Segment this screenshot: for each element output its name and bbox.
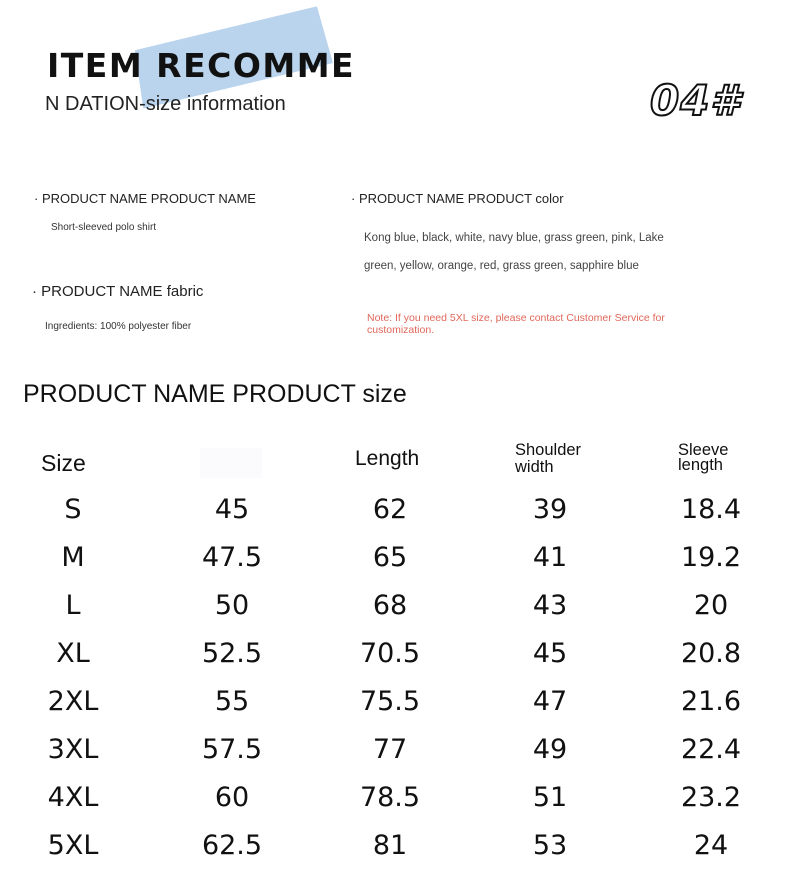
table-cell: 4XL: [47, 782, 99, 813]
size-note: Note: If you need 5XL size, please contact Customer Service for customization.: [367, 312, 665, 336]
table-cell: 81: [372, 830, 408, 861]
table-cell: 45: [214, 494, 250, 525]
product-color-heading: · PRODUCT NAME PRODUCT color: [351, 191, 564, 206]
table-cell: 50: [214, 590, 250, 621]
product-fabric-heading: · PRODUCT NAME fabric: [32, 283, 204, 300]
table-cell: 77: [372, 734, 408, 765]
table-cell: 68: [372, 590, 408, 621]
table-row: [0, 630, 790, 678]
size-table-title: PRODUCT NAME PRODUCT size: [23, 380, 407, 408]
table-cell: 60: [214, 782, 250, 813]
header-shoulder-width: Shoulder width: [515, 441, 582, 476]
table-cell: 5XL: [47, 830, 99, 861]
table-cell: 53: [532, 830, 568, 861]
table-row: [0, 582, 790, 630]
table-cell: L: [65, 590, 81, 621]
table-cell: 18.4: [680, 494, 742, 525]
table-cell: 22.4: [680, 734, 742, 765]
table-cell: 3XL: [47, 734, 99, 765]
table-cell: 43: [532, 590, 568, 621]
table-cell: 24: [693, 830, 729, 861]
table-cell: 51: [532, 782, 568, 813]
table-cell: 70.5: [359, 638, 421, 669]
product-name-value: Short-sleeved polo shirt: [51, 222, 157, 233]
table-cell: S: [64, 494, 82, 525]
table-cell: 39: [532, 494, 568, 525]
page-subtitle: N DATION-size information: [45, 93, 286, 115]
table-cell: 20.8: [680, 638, 742, 669]
table-cell: XL: [56, 638, 90, 669]
table-row: [0, 774, 790, 822]
table-cell: 23.2: [680, 782, 742, 813]
table-row: [0, 726, 790, 774]
table-cell: 19.2: [680, 542, 742, 573]
table-cell: 47: [532, 686, 568, 717]
table-cell: 57.5: [201, 734, 263, 765]
product-fabric-value: Ingredients: 100% polyester fiber: [45, 321, 192, 332]
table-row: [0, 822, 790, 870]
table-cell: 62: [372, 494, 408, 525]
table-cell: 41: [532, 542, 568, 573]
table-cell: 47.5: [201, 542, 263, 573]
table-cell: 45: [532, 638, 568, 669]
table-cell: M: [61, 542, 85, 573]
header-size: Size: [41, 450, 86, 476]
table-cell: 21.6: [680, 686, 742, 717]
page-title: ITEM RECOMME: [47, 46, 356, 85]
product-name-heading: · PRODUCT NAME PRODUCT NAME: [34, 191, 256, 206]
table-cell: 62.5: [201, 830, 263, 861]
table-cell: 65: [372, 542, 408, 573]
table-cell: 78.5: [359, 782, 421, 813]
header-blank: [200, 448, 262, 478]
table-row: [0, 678, 790, 726]
table-cell: 49: [532, 734, 568, 765]
table-cell: 52.5: [201, 638, 263, 669]
header-length: Length: [355, 447, 420, 470]
table-cell: 20: [693, 590, 729, 621]
table-cell: 55: [214, 686, 250, 717]
table-cell: 2XL: [47, 686, 99, 717]
header-sleeve-length: Sleeve length: [678, 441, 729, 474]
table-row: [0, 534, 790, 582]
item-number-badge: 04#: [650, 76, 741, 125]
table-row: [0, 486, 790, 534]
product-color-value: Kong blue, black, white, navy blue, grass green, pink, Lake green, yellow, orange, red, grass green, sapphire blue: [364, 232, 664, 272]
table-cell: 75.5: [359, 686, 421, 717]
